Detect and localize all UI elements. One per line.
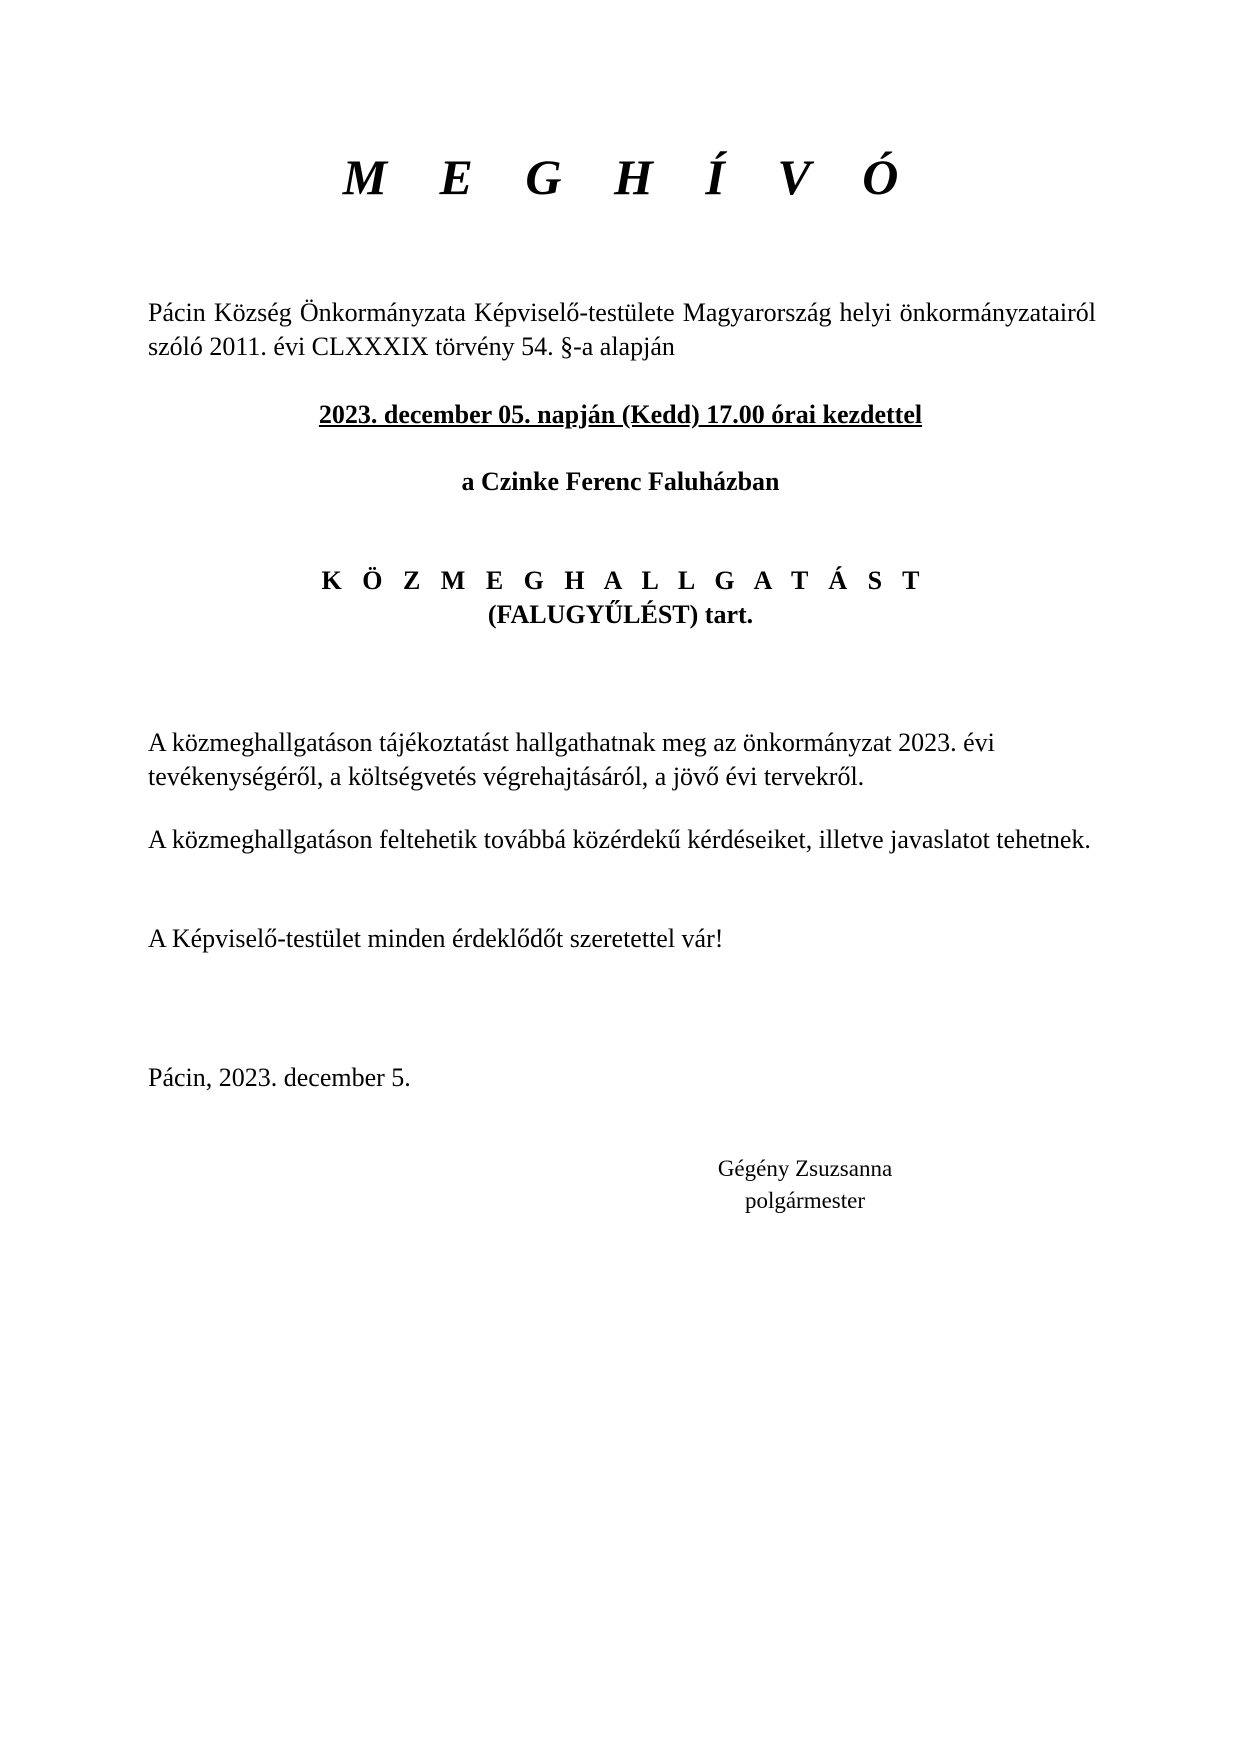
signatory-name: Gégény Zsuzsanna (717, 1156, 893, 1181)
intro-paragraph: Pácin Község Önkormányzata Képviselő-testülete Magyarország helyi önkormányzatairól szóló 2011. évi CLXXXIX törvény 54. §-a alapján (148, 298, 1096, 361)
body-paragraph-1: A közmeghallgatáson tájékoztatást hallgathatnak meg az önkormányzat 2023. évi tevékenységéről, a költségvetés végrehajtásáról, a jövő évi tervekről. (148, 728, 995, 791)
body-paragraph-2: A közmeghallgatáson feltehetik továbbá közérdekű kérdéseiket, illetve javaslatot tehetnek. (148, 825, 1091, 854)
meeting-venue-line: a Czinke Ferenc Faluházban (461, 467, 780, 496)
document-title: M E G H Í V Ó (342, 149, 919, 205)
body-paragraph-3: A Képviselő-testület minden érdeklődőt szeretettel vár! (148, 924, 724, 953)
signature-block (690, 1153, 920, 1217)
meeting-date-line: 2023. december 05. napján (Kedd) 17.00 órai kezdettel (318, 400, 923, 429)
place-and-date: Pácin, 2023. december 5. (148, 1063, 411, 1092)
event-heading: K Ö Z M E G H A L L G A T Á S T (321, 566, 927, 595)
signatory-role: polgármester (744, 1188, 866, 1213)
event-subheading: (FALUGYŰLÉST) tart. (487, 600, 754, 629)
